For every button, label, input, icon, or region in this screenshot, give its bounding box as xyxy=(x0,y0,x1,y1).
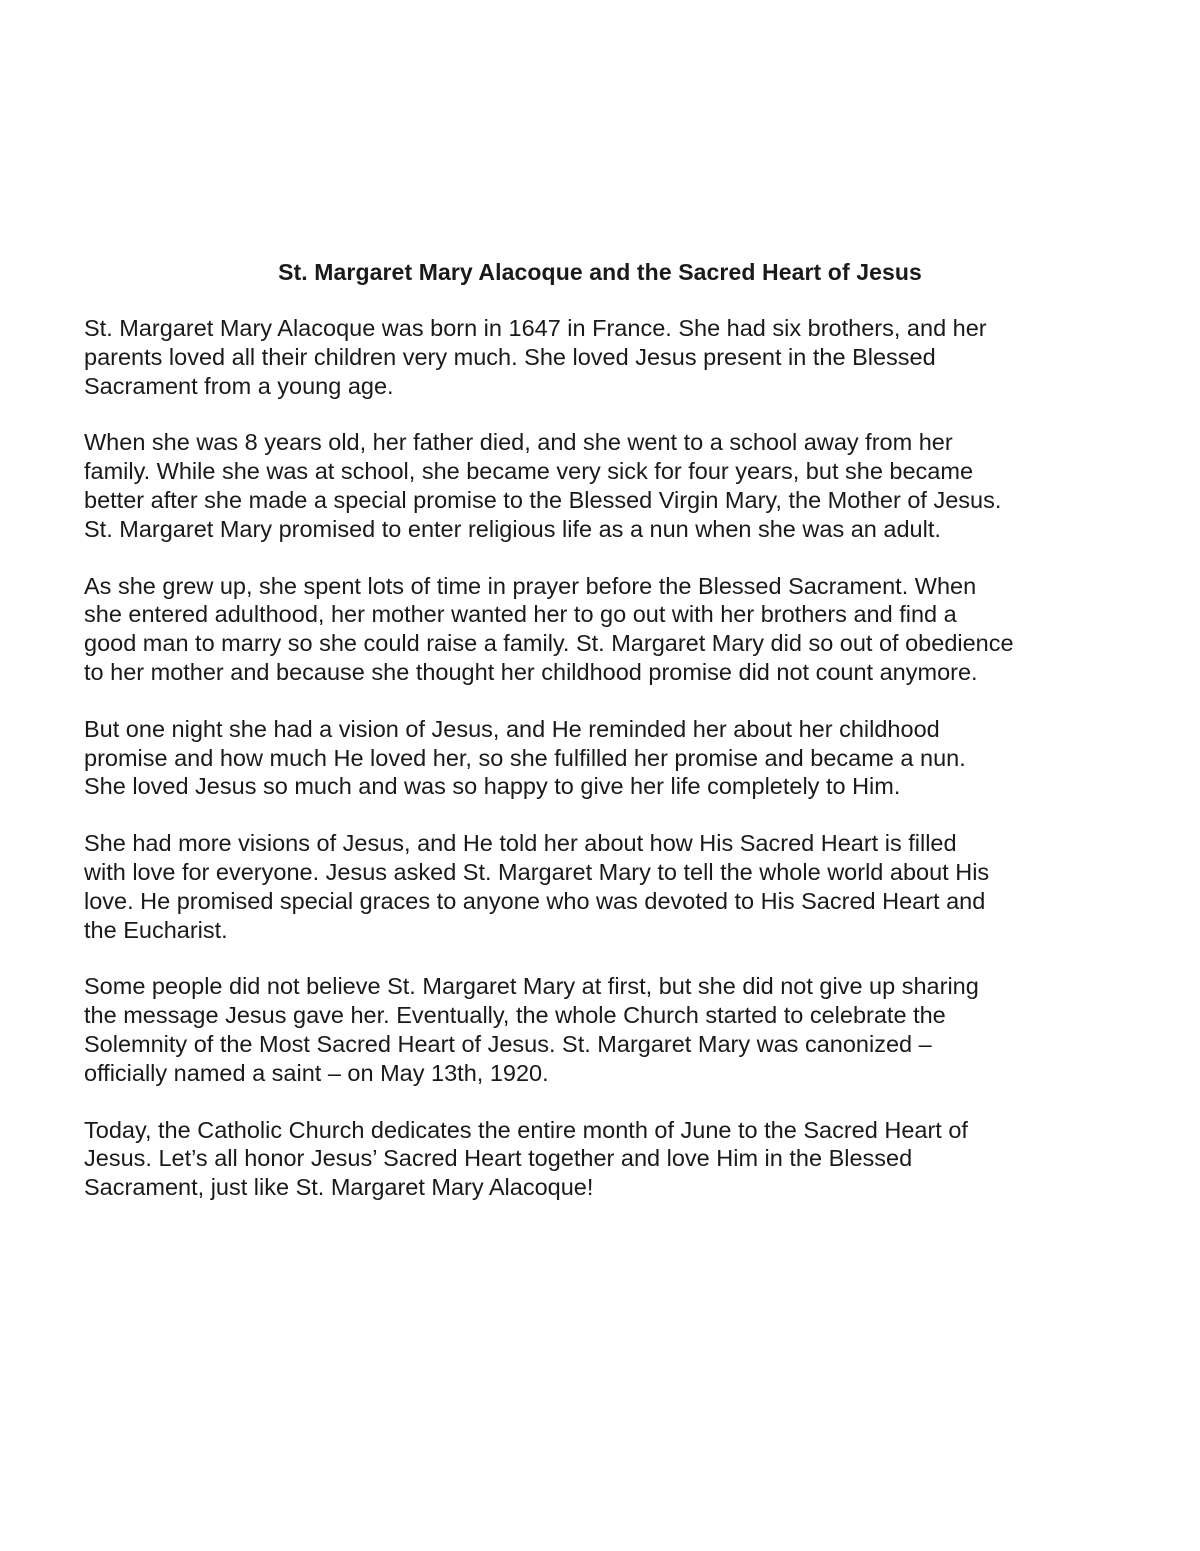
paragraph-line: Sacrament from a young age. xyxy=(84,372,394,399)
paragraph-line: she entered adulthood, her mother wanted her to go out with her brothers and find a xyxy=(84,601,957,628)
paragraph-line: But one night she had a vision of Jesus, and He reminded her about her childhood xyxy=(84,715,940,742)
paragraph-line: officially named a saint – on May 13th, 1920. xyxy=(84,1059,549,1086)
paragraph-line: She had more visions of Jesus, and He told her about how His Sacred Heart is filled xyxy=(84,830,957,857)
paragraph-line: good man to marry so she could raise a family. St. Margaret Mary did so out of obedience xyxy=(84,630,1014,657)
paragraph-line: better after she made a special promise to the Blessed Virgin Mary, the Mother of Jesus. xyxy=(84,486,1002,513)
paragraph-line: parents loved all their children very much. She loved Jesus present in the Blessed xyxy=(84,343,936,370)
body-paragraph xyxy=(84,715,1144,801)
paragraph-line: the Eucharist. xyxy=(84,916,228,943)
paragraph-line: When she was 8 years old, her father died, and she went to a school away from her xyxy=(84,429,953,456)
body-paragraph xyxy=(84,428,1144,543)
body-paragraph xyxy=(84,972,1144,1087)
paragraph-line: to her mother and because she thought her childhood promise did not count anymore. xyxy=(84,658,978,685)
paragraph-line: promise and how much He loved her, so she fulfilled her promise and became a nun. xyxy=(84,744,966,771)
paragraph-line: St. Margaret Mary Alacoque was born in 1647 in France. She had six brothers, and her xyxy=(84,315,987,341)
paragraph-line: St. Margaret Mary promised to enter religious life as a nun when she was an adult. xyxy=(84,515,941,542)
paragraph-line: with love for everyone. Jesus asked St. Margaret Mary to tell the whole world about His xyxy=(84,858,990,885)
document-body xyxy=(84,314,1144,1230)
paragraph-line: family. While she was at school, she became very sick for four years, but she became xyxy=(84,458,974,485)
paragraph-line: As she grew up, she spent lots of time in prayer before the Blessed Sacrament. When xyxy=(84,572,977,599)
body-paragraph xyxy=(84,314,1144,400)
paragraph-line: Today, the Catholic Church dedicates the entire month of June to the Sacred Heart of xyxy=(84,1116,968,1143)
document-title: St. Margaret Mary Alacoque and the Sacred Heart of Jesus xyxy=(278,259,922,285)
paragraph-line: Some people did not believe St. Margaret Mary at first, but she did not give up sharing xyxy=(84,973,979,1000)
body-paragraph xyxy=(84,829,1144,944)
paragraph-line: love. He promised special graces to anyone who was devoted to His Sacred Heart and xyxy=(84,887,986,914)
body-paragraph xyxy=(84,572,1144,687)
paragraph-line: Jesus. Let’s all honor Jesus’ Sacred Heart together and love Him in the Blessed xyxy=(84,1145,913,1172)
body-paragraph xyxy=(84,1116,1144,1202)
paragraph-line: She loved Jesus so much and was so happy to give her life completely to Him. xyxy=(84,773,901,800)
paragraph-line: the message Jesus gave her. Eventually, the whole Church started to celebrate the xyxy=(84,1002,946,1029)
paragraph-line: Sacrament, just like St. Margaret Mary Alacoque! xyxy=(84,1174,594,1201)
paragraph-line: Solemnity of the Most Sacred Heart of Jesus. St. Margaret Mary was canonized – xyxy=(84,1030,932,1057)
